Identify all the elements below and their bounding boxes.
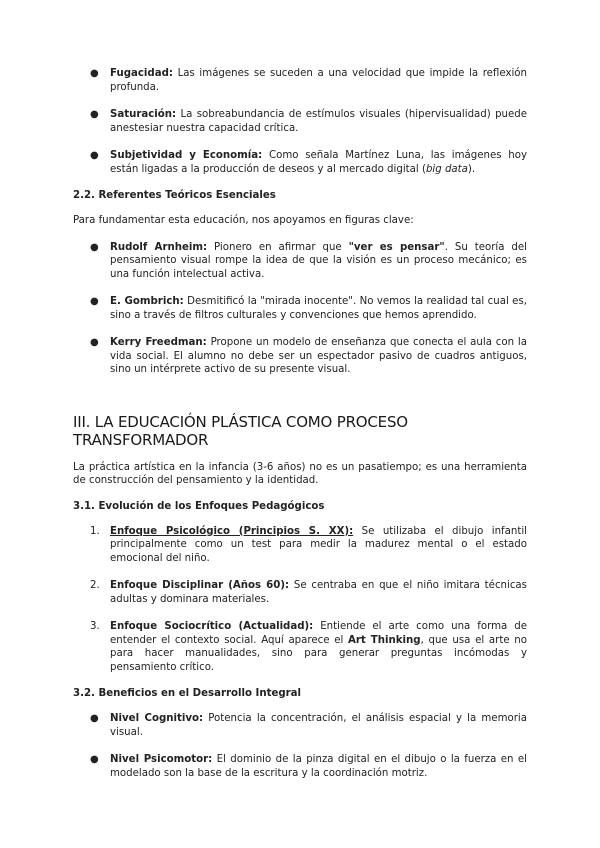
list-item: ● Rudolf Arnheim: Pionero en afirmar que "ver es pensar". Su teoría del pensamiento visual rompe la idea de que la visión es un proceso mecánico; es una función intelectual activa. (90, 241, 527, 280)
enfoques-list (73, 525, 527, 675)
bullet-icon: ● (90, 150, 99, 161)
page-content (73, 67, 527, 794)
list-item: ● E. Gombrich: Desmitificó la "mirada inocente". No vemos la realidad tal cual es, sino a través de filtros culturales y convenciones que hemos aprendido. (90, 296, 527, 321)
list-number: 2. (90, 580, 100, 591)
list-number: 3. (90, 621, 100, 632)
list-item: ● Nivel Cognitivo: Potencia la concentración, el análisis espacial y la memoria visual. (90, 713, 527, 738)
bullet-icon: ● (90, 241, 99, 253)
section-heading-3-2: 3.2. Beneficios en el Desarrollo Integral (73, 688, 302, 699)
bullet-icon: ● (90, 109, 99, 120)
list-item: ● Nivel Psicomotor: El dominio de la pinza digital en el dibujo o la fuerza en el modelado son la base de la escritura y la coordinación motriz. (90, 754, 527, 779)
list-item: 2. Enfoque Disciplinar (Años 60): Se centraba en que el niño imitara técnicas adultas y dominara materiales. (90, 580, 527, 605)
list-item: ● Kerry Freedman: Propone un modelo de enseñanza que conecta el aula con la vida social. El alumno no debe ser un espectador pasivo de cuadros antiguos, sino un intérprete activo de su presente visual. (90, 337, 527, 375)
referentes-list (73, 241, 527, 377)
section-title-iii: III. LA EDUCACIÓN PLÁSTICA COMO PROCESO TRANSFORMADOR (73, 412, 408, 449)
list-item: ● Subjetividad y Economía: Como señala Martínez Luna, las imágenes hoy están ligadas a la producción de deseos y al mercado digital (big data). (90, 150, 527, 175)
bullet-icon: ● (90, 713, 99, 724)
top-bullet-list (73, 67, 527, 176)
list-item: ● Fugacidad: Las imágenes se suceden a una velocidad que impide la reflexión profunda. (90, 68, 527, 93)
list-number: 1. (90, 525, 100, 537)
section-heading-2-2: 2.2. Referentes Teóricos Esenciales (73, 190, 276, 201)
section-intro: Para fundamentar esta educación, nos apoyamos en figuras clave: (73, 215, 414, 226)
list-item: 3. Enfoque Sociocrítico (Actualidad): Entiende el arte como una forma de entender el contexto social. Aquí aparece el Art Thinking, que usa el arte no para hacer manualidades, sino para generar preguntas incómodas y pensamiento crítico. (90, 621, 527, 673)
bullet-icon: ● (90, 296, 99, 307)
section-intro: La práctica artística en la infancia (3-6 años) no es un pasatiempo; es una herramienta de construcción del pensamiento y la identidad. (73, 461, 527, 486)
bullet-icon: ● (90, 754, 99, 765)
list-item: 1. Enfoque Psicológico (Principios S. XX): Se utilizaba el dibujo infantil principalmente como un test para medir la madurez mental o el estado emocional del niño. (90, 525, 527, 564)
bullet-icon: ● (90, 337, 99, 348)
bullet-icon: ● (90, 68, 99, 79)
section-heading-3-1: 3.1. Evolución de los Enfoques Pedagógicos (73, 500, 325, 512)
beneficios-list (73, 712, 527, 780)
list-item: ● Saturación: La sobreabundancia de estímulos visuales (hipervisualidad) puede anestesiar nuestra capacidad crítica. (90, 109, 527, 134)
